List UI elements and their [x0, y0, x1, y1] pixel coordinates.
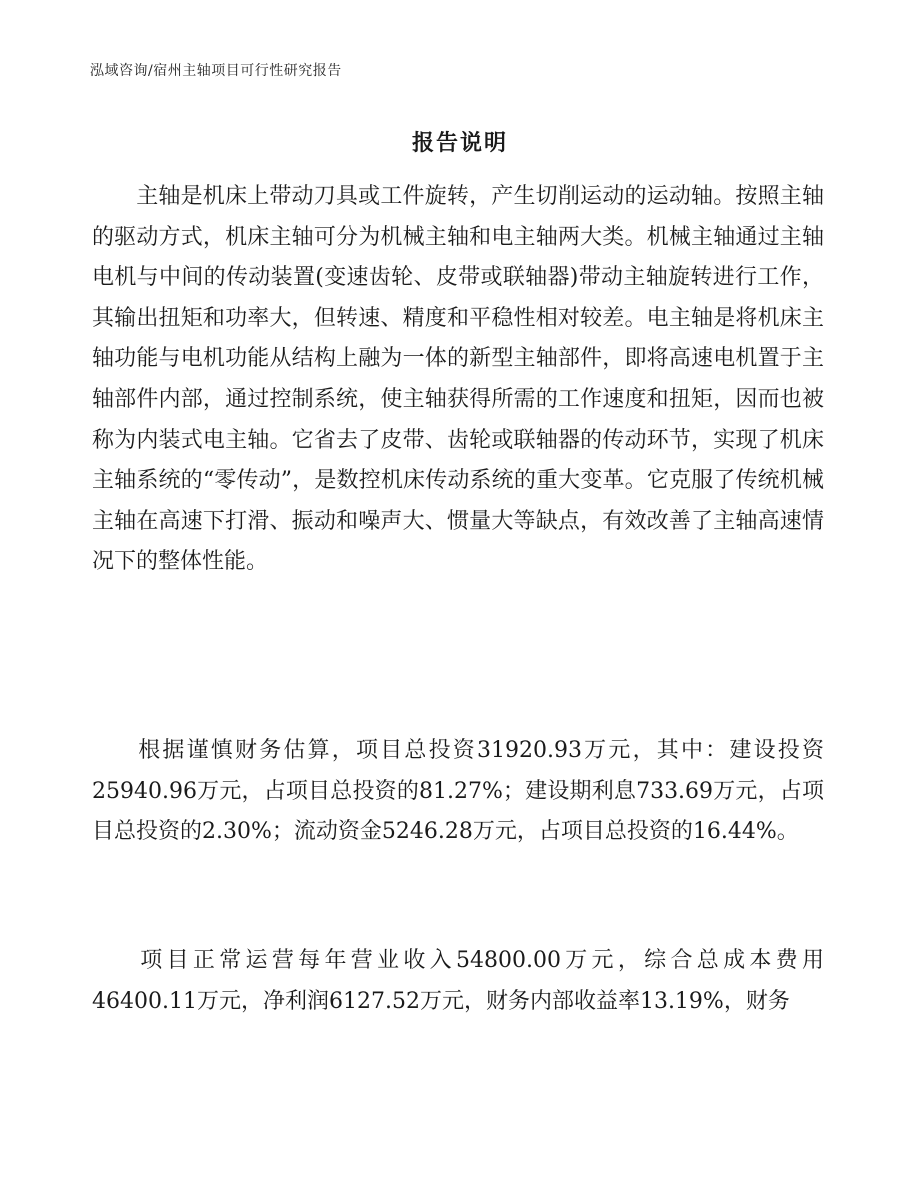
paragraph-revenue [92, 941, 824, 1022]
paragraph-investment [92, 731, 824, 853]
paragraph-text: 主轴是机床上带动刀具或工件旋转，产生切削运动的运动轴。按照主轴的驱动方式，机床主轴可分为机械主轴和电主轴两大类。机械主轴通过主轴电机与中间的传动装置(变速齿轮、皮带或联轴器)带动主轴旋转进行工作，其输出扭矩和功率大，但转速、精度和平稳性相对较差。电主轴是将机床主轴功能与电机功能从结构上融为一体的新型主轴部件，即将高速电机置于主轴部件内部，通过控制系统，使主轴获得所需的工作速度和扭矩，因而也被称为内装式电主轴。它省去了皮带、齿轮或联轴器的传动环节，实现了机床主轴系统的“零传动”，是数控机床传动系统的重大变革。它克服了传统机械主轴在高速下打滑、振动和噪声大、惯量大等缺点，有效改善了主轴高速情况下的整体性能。 [92, 184, 824, 575]
paragraph-text: 根据谨慎财务估算，项目总投资31920.93万元，其中：建设投资25940.96万元，占项目总投资的81.27%；建设期利息733.69万元，占项目总投资的2.30%；流动资金5246.28万元，占项目总投资的16.44%。 [92, 738, 824, 845]
paragraph-spindle-description [92, 177, 824, 583]
paragraph-text: 项目正常运营每年营业收入54800.00万元，综合总成本费用46400.11万元，净利润6127.52万元，财务内部收益率13.19%，财务 [92, 948, 824, 1014]
page-title: 报告说明 [411, 131, 508, 156]
page-header: 泓域咨询/宿州主轴项目可行性研究报告 [90, 63, 342, 79]
